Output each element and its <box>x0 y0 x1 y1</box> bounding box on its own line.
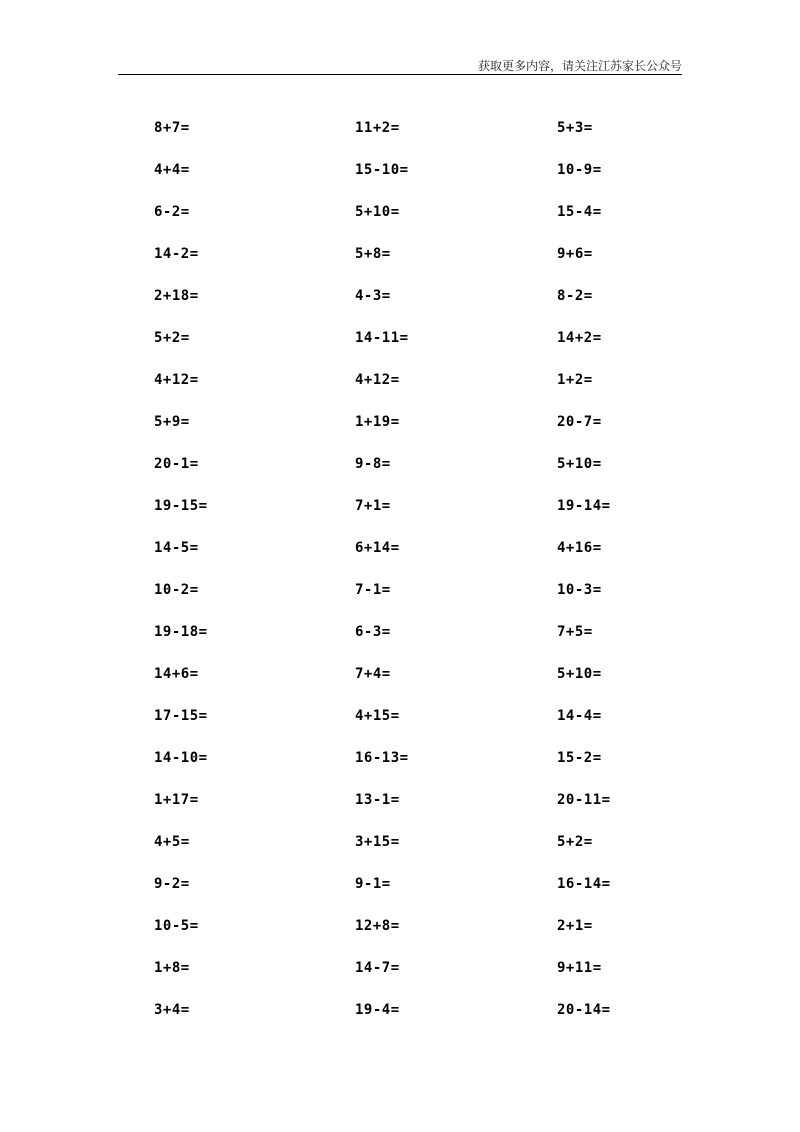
math-problem: 17-15= <box>154 708 208 724</box>
math-problem: 4+12= <box>355 372 400 388</box>
math-problem: 20-7= <box>557 414 602 430</box>
math-problem: 8-2= <box>557 288 593 304</box>
math-problem: 4-3= <box>355 288 391 304</box>
math-problem: 14-5= <box>154 540 199 556</box>
math-problem: 9+6= <box>557 246 593 262</box>
math-problem: 14-4= <box>557 708 602 724</box>
math-problem: 19-18= <box>154 624 208 640</box>
math-problem: 3+15= <box>355 834 400 850</box>
page-header: 获取更多内容，请关注江苏家长公众号 <box>477 59 682 73</box>
math-problem: 4+12= <box>154 372 199 388</box>
math-problem: 4+4= <box>154 162 190 178</box>
math-problem: 14-2= <box>154 246 199 262</box>
math-problem: 15-4= <box>557 204 602 220</box>
math-problem: 15-10= <box>355 162 409 178</box>
math-problem: 14-11= <box>355 330 409 346</box>
math-problem: 7-1= <box>355 582 391 598</box>
math-problem: 16-14= <box>557 876 611 892</box>
math-problem: 7+5= <box>557 624 593 640</box>
math-problem: 1+17= <box>154 792 199 808</box>
math-problem: 12+8= <box>355 918 400 934</box>
math-problem: 19-14= <box>557 498 611 514</box>
math-problem: 5+8= <box>355 246 391 262</box>
math-problem: 11+2= <box>355 120 400 136</box>
math-problem: 3+4= <box>154 1002 190 1018</box>
math-problem: 5+10= <box>557 666 602 682</box>
math-problem: 5+3= <box>557 120 593 136</box>
math-problem: 5+10= <box>355 204 400 220</box>
math-problem: 20-11= <box>557 792 611 808</box>
math-problem: 8+7= <box>154 120 190 136</box>
math-problem: 5+2= <box>154 330 190 346</box>
math-problem: 9-8= <box>355 456 391 472</box>
math-problem: 10-2= <box>154 582 199 598</box>
math-problem: 5+10= <box>557 456 602 472</box>
math-problem: 14+6= <box>154 666 199 682</box>
math-problem: 14-7= <box>355 960 400 976</box>
math-problem: 9+11= <box>557 960 602 976</box>
math-problem: 9-2= <box>154 876 190 892</box>
math-problem: 5+9= <box>154 414 190 430</box>
math-problem: 9-1= <box>355 876 391 892</box>
math-problem: 1+19= <box>355 414 400 430</box>
math-problem: 4+5= <box>154 834 190 850</box>
math-problem: 7+4= <box>355 666 391 682</box>
math-problem: 6-3= <box>355 624 391 640</box>
math-problem: 10-9= <box>557 162 602 178</box>
math-problem: 10-5= <box>154 918 199 934</box>
math-problem: 20-1= <box>154 456 199 472</box>
math-problem: 6+14= <box>355 540 400 556</box>
math-problem: 5+2= <box>557 834 593 850</box>
math-problem: 2+18= <box>154 288 199 304</box>
math-problem: 1+2= <box>557 372 593 388</box>
math-problem: 20-14= <box>557 1002 611 1018</box>
math-problem: 1+8= <box>154 960 190 976</box>
math-problem: 14-10= <box>154 750 208 766</box>
math-problem: 2+1= <box>557 918 593 934</box>
math-problem: 19-15= <box>154 498 208 514</box>
math-problem: 16-13= <box>355 750 409 766</box>
math-problem: 14+2= <box>557 330 602 346</box>
math-problem: 7+1= <box>355 498 391 514</box>
math-problem: 13-1= <box>355 792 400 808</box>
math-problem: 4+16= <box>557 540 602 556</box>
math-problem: 4+15= <box>355 708 400 724</box>
math-problem: 10-3= <box>557 582 602 598</box>
math-problem: 6-2= <box>154 204 190 220</box>
math-problem: 15-2= <box>557 750 602 766</box>
math-problem: 19-4= <box>355 1002 400 1018</box>
